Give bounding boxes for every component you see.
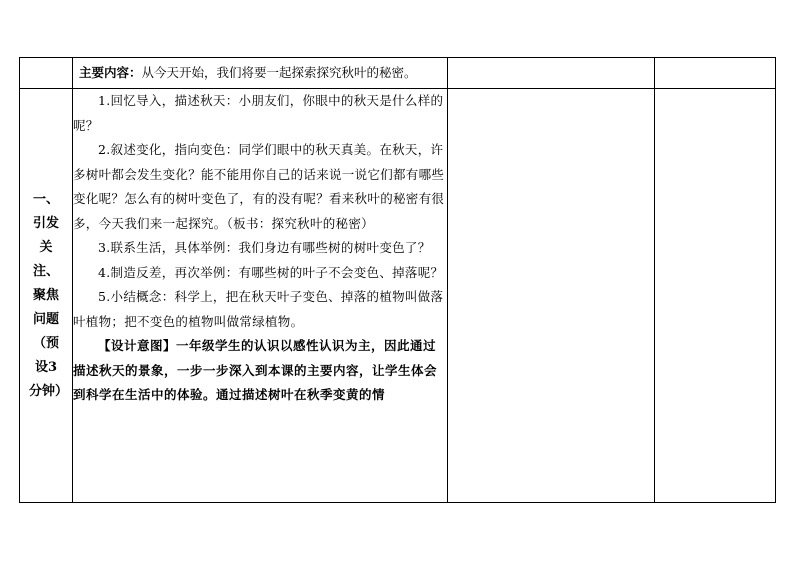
empty-cell [448, 58, 655, 89]
stage-cell [20, 89, 73, 503]
empty-cell [655, 58, 776, 89]
activity-cell [73, 89, 448, 503]
main-content-label: 主要内容： [79, 65, 142, 80]
design-intent-paragraph: 【设计意图】一年级学生的认识以感性认识为主，因此通过描述秋天的景象，一步一步深入到本课的主要内容，让学生体会到科学在生活中的体验。通过描述树叶在秋季变黄的情 [73, 338, 438, 402]
main-content-cell [73, 58, 448, 89]
empty-cell [20, 58, 73, 89]
empty-cell [655, 89, 776, 503]
activity-paragraph-3: 3.联系生活，具体举例：我们身边有哪些树的树叶变色了？ [98, 240, 431, 255]
main-content-line [73, 58, 447, 81]
stage-title: 一、引发关注、聚焦问题（预设3分钟） [29, 191, 69, 399]
activity-paragraph-4: 4.制造反差，再次举例：有哪些树的叶子不会变色、掉落呢？ [98, 264, 444, 280]
table-row [20, 58, 776, 89]
main-content-text: 从今天开始，我们将要一起探索探究秋叶的秘密。 [141, 65, 417, 80]
lesson-plan-table [19, 57, 776, 503]
activity-paragraph-1: 1.回忆导入，描述秋天：小朋友们，你眼中的秋天是什么样的呢？ [73, 93, 444, 133]
activity-paragraph-5: 5.小结概念：科学上，把在秋天叶子变色、掉落的植物叫做落叶植物；把不变色的植物叫做常绿植物。 [73, 289, 444, 329]
activity-paragraph-2: 2.叙述变化，指向变色：同学们眼中的秋天真美。在秋天，许多树叶都会发生变化？能不能用你自己的话来说一说它们都有哪些变化呢？怎么有的树叶变色了，有的没有呢？看来秋叶的秘密有很多，今天我们来一起探究。（板书：探究秋叶的秘密） [73, 142, 445, 231]
table-row [20, 89, 776, 503]
empty-cell [448, 89, 655, 503]
